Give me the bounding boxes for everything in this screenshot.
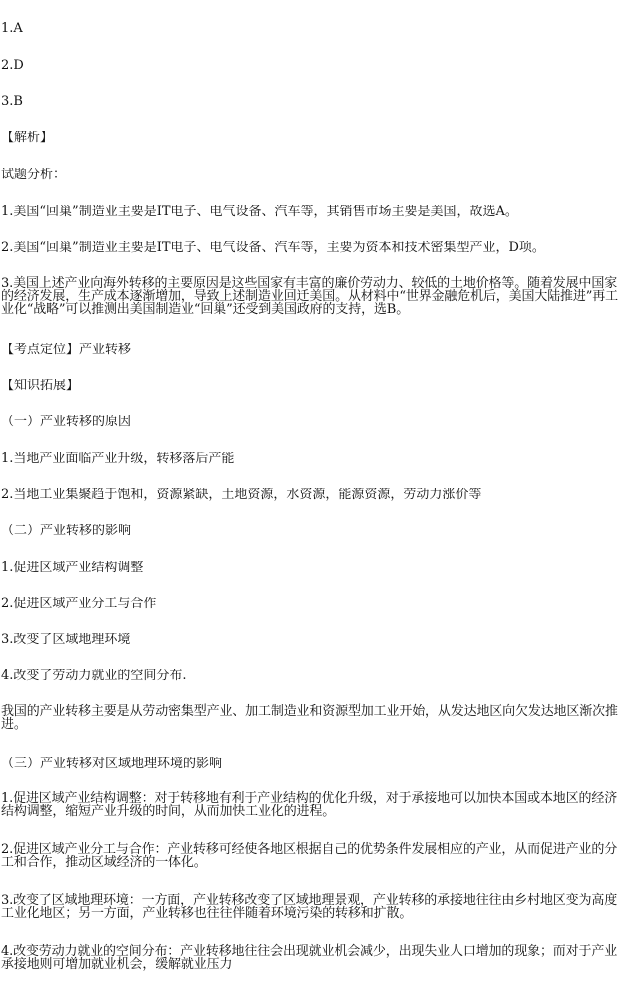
analysis-item-1: 1.美国“回巢”制造业主要是IT电子、电气设备、汽车等，其销售市场主要是美国，故选A。 [1,205,518,219]
section-3-item-3: 3.改变了区域地理环境：一方面，产业转移改变了区域地理景观，产业转移的承接地往往由乡村地区变为高度工业化地区；另一方面，产业转移也往往伴随着环境污染的转移和扩散。 [1,893,618,921]
section-3-title: （三）产业转移对区域地理环境的影响 [1,757,223,771]
kaodian-label: 【考点定位】产业转移 [1,343,132,357]
section-1-item-1: 1.当地产业面临产业升级，转移落后产能 [1,452,235,466]
analysis-intro: 试题分析： [1,168,67,182]
analysis-item-2: 2.美国“回巢”制造业主要是IT电子、电气设备、汽车等，主要为资本和技术密集型产业，D项。 [1,241,545,255]
zhishi-heading: 【知识拓展】 [1,379,80,393]
answer-3: 3.B [1,95,23,109]
section-1-title: （一）产业转移的原因 [1,415,132,429]
section-2-item-4: 4.改变了劳动力就业的空间分布. [1,669,187,683]
transfer-paragraph: 我国的产业转移主要是从劳动密集型产业、加工制造业和资源型加工业开始，从发达地区向欠发达地区渐次推进。 [1,704,618,732]
answer-2: 2.D [1,59,24,73]
section-3-item-1: 1.促进区域产业结构调整：对于转移地有利于产业结构的优化升级，对于承接地可以加快本国或本地区的经济结构调整，缩短产业升级的时间，从而加快工业化的进程。 [1,791,618,819]
section-3-item-4: 4.改变劳动力就业的空间分布：产业转移地往往会出现就业机会减少，出现失业人口增加的现象；而对于产业承接地则可增加就业机会，缓解就业压力 [1,944,618,972]
section-3-item-2: 2.促进区域产业分工与合作：产业转移可经使各地区根据自己的优势条件发展相应的产业，从而促进产业的分工和合作，推动区域经济的一体化。 [1,842,618,870]
answer-1: 1.A [1,22,23,36]
section-2-title: （二）产业转移的影响 [1,524,132,538]
analysis-heading: 【解析】 [1,131,54,145]
section-2-item-3: 3.改变了区域地理环境 [1,633,131,647]
section-2-item-2: 2.促进区域产业分工与合作 [1,597,157,611]
analysis-item-3: 3.美国上述产业向海外转移的主要原因是这些国家有丰富的廉价劳动力、较低的土地价格等。随着发展中国家的经济发展，生产成本逐渐增加，导致上述制造业回迁美国。从材料中“世界金融危机后，美国大陆推进”再工业化“战略”可以推测出美国制造业“回巢”还受到美国政府的支持，选B。 [1,276,618,317]
section-1-item-2: 2.当地工业集聚趋于饱和，资源紧缺，土地资源，水资源，能源资源，劳动力涨价等 [1,488,482,502]
section-2-item-1: 1.促进区域产业结构调整 [1,561,144,575]
